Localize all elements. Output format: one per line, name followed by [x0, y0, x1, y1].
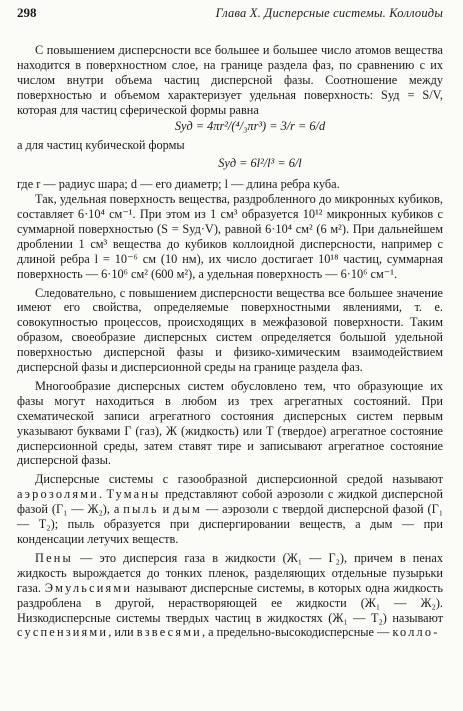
formula-cube: Sуд = 6l²/l³ = 6/l [218, 156, 302, 171]
term-slurries: взвесями [136, 625, 202, 640]
paragraph-cube-intro: а для частиц кубической формы [17, 138, 185, 153]
text-run: Дисперсные системы с газообразной дисперсионной средой называют [35, 472, 443, 487]
term-aerosols: аэрозолями [17, 487, 99, 502]
text-run: — аэрозоли с твердой дисперсной фазой (Г₁ — Т₂); пыль образуется при диспергировании веществ, а дым — при конденсации летучих веществ. [17, 502, 444, 546]
term-smoke: дым [173, 502, 203, 517]
text-run: . [98, 487, 107, 502]
page-number: 298 [17, 5, 37, 20]
paragraph-aerosols [17, 472, 443, 547]
paragraph-consequence: Следовательно, с повышением дисперсности вещества все большее значение имеют его свойства, определяемые поверхностными явлениями, т. е. совокупностью процессов, происходящих в межфазовой поверхности. Таким образом, своеобразие дисперсных систем определяется большой удельной поверхностью дисперсной фазы и физико-химическим взаимодействием дисперсной фазы и дисперсионной среды на границе раздела фаз. [17, 285, 443, 375]
term-colloids: колло- [392, 625, 440, 640]
term-fogs: Туманы [106, 487, 161, 502]
text-run: , а предельно-высокодисперсные — [201, 625, 393, 640]
paragraph-variable-definitions: где r — радиус шара; d — его диаметр; l — длина ребра куба. [17, 177, 340, 192]
text-run: — это дисперсия газа в жидкости (Ж₁ — Г₂), причем в пенах жидкость вырождается до тонких пленок, разделяющих отдельные пузырьки газа. [17, 550, 443, 595]
term-suspensions: суспензиями [17, 625, 109, 640]
formula-sphere: Sуд = 4πr²/(⁴/₃πr³) = 3/r = 6/d [174, 119, 326, 134]
text-run: , или [108, 625, 137, 640]
running-head: Глава X. Дисперсные системы. Коллоиды [215, 6, 443, 20]
paragraph-specific-surface-intro: С повышением дисперсности все большее и большее число атомов вещества находится в поверхностном слое, на границе раздела фаз, по сравнению с их числом внутри объема частиц дисперсной фазы. Соотношение между поверхностью и объемом характеризует удельная поверхность: Sуд = S/V, которая для частиц сферической формы равна [17, 42, 443, 117]
page-header [17, 6, 443, 21]
term-dust: пыль [123, 502, 159, 517]
term-emulsions: Эмульсиями [44, 580, 133, 595]
paragraph-foams-emulsions [17, 551, 443, 640]
text-run: представляют собой аэрозоли с жидкой дисперсной фазой (Г₁ — Ж₂), а [17, 487, 443, 517]
paragraph-micron-cubes-example: Так, удельная поверхность вещества, раздробленного до микронных кубиков, составляет 6·10⁴ см⁻¹. При этом из 1 см³ образуется 10¹² микронных кубиков с суммарной поверхностью (S = Sуд·V), равной 6·10⁴ см² (6 м²). При дальнейшем дроблении 1 см³ вещества до кубиков коллоидной дисперсности, например с длиной ребра l = 10⁻⁶ см (10 нм), их число достигает 10¹⁸ частиц, суммарная поверхность — 6·10⁶ см² (600 м²), а удельная поверхность — 6·10⁶ см⁻¹. [17, 192, 443, 281]
text-run: называют дисперсные системы, в которых одна жидкость раздроблена в другой, нерастворяющей ее жидкости (Ж₁ — Ж₂). Низкодисперсные системы твердых частиц в жидкостях (Ж₁ — Т₂) называют [17, 580, 443, 625]
term-foams: Пены [35, 550, 73, 565]
text-run: и [158, 502, 174, 517]
paragraph-aggregate-states: Многообразие дисперсных систем обусловлено тем, что образующие их фазы могут находиться в любом из трех агрегатных состояний. При схематической записи агрегатного состояния дисперсных систем первым указывают буквами Г (газ), Ж (жидкость) или Т (твердое) агрегатное состояние дисперсионной среды, затем ставят тире и записывают агрегатное состояние дисперсной фазы. [17, 378, 443, 468]
